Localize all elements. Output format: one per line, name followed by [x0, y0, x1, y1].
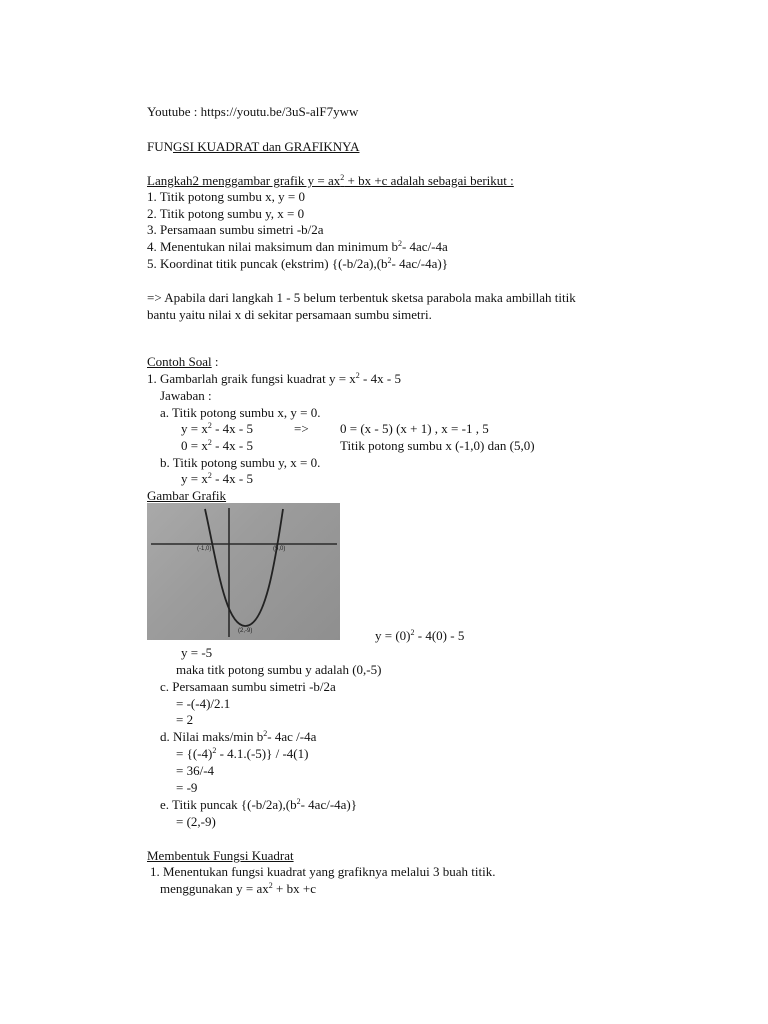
step-1: 1. Titik potong sumbu x, y = 0	[147, 189, 305, 204]
forming-formula-a: menggunakan y = ax	[160, 881, 269, 896]
steps-intro-sup: 2	[340, 173, 345, 182]
graph-label-vertex: (2,-9)	[238, 628, 253, 634]
part-a-eq2-b: - 4x - 5	[211, 438, 254, 453]
part-d-step-2: = 36/-4	[176, 763, 215, 778]
part-c-label: c. Persamaan sumbu simetri -b/2a	[160, 679, 336, 694]
part-b-sub-b: - 4(0) - 5	[414, 628, 465, 643]
question-1	[147, 371, 401, 387]
example-heading	[147, 354, 219, 370]
part-e-label-sup: 2	[296, 797, 301, 806]
part-b-sub-a: y = (0)	[375, 628, 411, 643]
part-a-factorization: 0 = (x - 5) (x + 1) , x = -1 , 5	[340, 421, 489, 436]
part-a-eq1-b: - 4x - 5	[211, 421, 254, 436]
forming-formula-b: + bx +c	[272, 881, 316, 896]
step-5-a: 5. Koordinat titik puncak (ekstrim) {(-b/2a),(b	[147, 256, 388, 271]
part-a-result: Titik potong sumbu x (-1,0) dan (5,0)	[340, 438, 535, 453]
steps-intro-b: + bx +c adalah sebagai berikut :	[344, 173, 514, 188]
note-line-1: => Apabila dari langkah 1 - 5 belum terbentuk sketsa parabola maka ambillah titik	[147, 290, 576, 305]
part-d-label-a: d. Nilai maks/min b	[160, 729, 264, 744]
part-c-step-2: = 2	[176, 712, 194, 727]
question-1-b: - 4x - 5	[359, 371, 401, 386]
part-b-y-value: y = -5	[181, 645, 213, 660]
part-d-step-3: = -9	[176, 780, 198, 795]
part-b-label: b. Titik potong sumbu y, x = 0.	[160, 455, 321, 470]
part-c-step-1: = -(-4)/2.1	[176, 696, 231, 711]
part-a-eq2-a: 0 = x	[181, 438, 208, 453]
step-5-sup: 2	[387, 256, 392, 265]
part-b-sub-sup: 2	[410, 628, 415, 637]
graph-label-left: (-1,0)	[197, 546, 212, 552]
part-a-equation-2	[181, 438, 253, 454]
part-d-label	[160, 729, 316, 745]
part-e-label-a: e. Titik puncak {(-b/2a),(b	[160, 797, 297, 812]
parabola-graph-svg	[147, 503, 340, 640]
forming-heading: Membentuk Fungsi Kuadrat	[147, 848, 294, 863]
part-d-label-b: - 4ac /-4a	[267, 729, 317, 744]
part-a-eq1-a: y = x	[181, 421, 208, 436]
steps-intro	[147, 173, 514, 189]
title-part-2: GSI KUADRAT dan GRAFIKNYA	[173, 139, 360, 154]
part-e-label	[160, 797, 357, 813]
part-a-label: a. Titik potong sumbu x, y = 0.	[160, 405, 321, 420]
page-title	[147, 139, 359, 155]
steps-intro-a: Langkah2 menggambar grafik y = ax	[147, 173, 341, 188]
step-4-a: 4. Menentukan nilai maksimum dan minimum b	[147, 239, 398, 254]
part-b-substitution	[375, 628, 464, 644]
graph-heading: Gambar Grafik	[147, 488, 227, 503]
part-d-step-1-sup: 2	[212, 746, 217, 755]
part-d-step-1-a: = {(-4)	[176, 746, 213, 761]
part-d-step-1	[176, 746, 308, 762]
youtube-link-line[interactable]: Youtube : https://youtu.be/3uS-alF7yww	[147, 104, 359, 119]
question-1-a: 1. Gambarlah graik fungsi kuadrat y = x	[147, 371, 356, 386]
title-part-1: FUN	[147, 139, 174, 154]
part-a-eq2-sup: 2	[207, 438, 212, 447]
step-4-sup: 2	[397, 239, 402, 248]
step-5-b: - 4ac/-4a)}	[391, 256, 448, 271]
example-heading-text: Contoh Soal	[147, 354, 212, 369]
part-e-step-1: = (2,-9)	[176, 814, 216, 829]
part-a-arrow: =>	[294, 421, 309, 436]
answer-label: Jawaban :	[160, 388, 212, 403]
parabola-curve	[205, 509, 286, 626]
step-4-b: - 4ac/-4a	[401, 239, 448, 254]
parabola-graph-photo	[147, 503, 340, 640]
part-b-eq-sup: 2	[207, 471, 212, 480]
graph-label-right: (5,0)	[273, 546, 286, 552]
example-heading-colon: :	[211, 354, 219, 369]
note-line-2: bantu yaitu nilai x di sekitar persamaan sumbu simetri.	[147, 307, 432, 322]
part-b-conclusion: maka titk potong sumbu y adalah (0,-5)	[176, 662, 382, 677]
part-a-eq1-sup: 2	[207, 421, 212, 430]
step-4	[147, 239, 448, 255]
part-e-label-b: - 4ac/-4a)}	[300, 797, 357, 812]
part-b-eq-b: - 4x - 5	[211, 471, 254, 486]
part-d-step-1-b: - 4.1.(-5)} / -4(1)	[216, 746, 309, 761]
question-1-sup: 2	[355, 371, 360, 380]
part-a-equation-1	[181, 421, 253, 437]
step-5	[147, 256, 448, 272]
part-b-eq-a: y = x	[181, 471, 208, 486]
forming-item-1-formula	[160, 881, 316, 897]
step-2: 2. Titik potong sumbu y, x = 0	[147, 206, 305, 221]
part-b-equation	[181, 471, 253, 487]
step-3: 3. Persamaan sumbu simetri -b/2a	[147, 222, 324, 237]
forming-formula-sup: 2	[268, 881, 273, 890]
part-d-label-sup: 2	[263, 729, 268, 738]
forming-item-1: 1. Menentukan fungsi kuadrat yang grafiknya melalui 3 buah titik.	[150, 864, 496, 879]
